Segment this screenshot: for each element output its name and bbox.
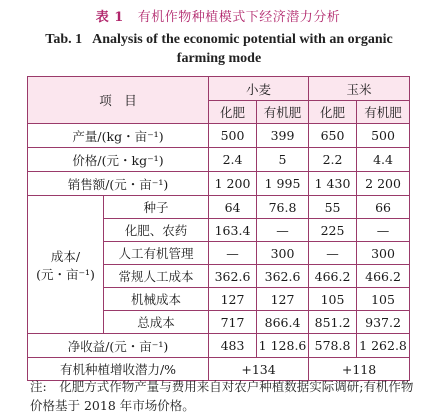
row-label: 机械成本 bbox=[104, 288, 209, 311]
header-sub: 有机肥 bbox=[357, 101, 410, 124]
cell: 2.2 bbox=[309, 148, 357, 172]
cell: 500 bbox=[209, 124, 257, 148]
header-corn: 玉米 bbox=[309, 77, 410, 101]
cell: — bbox=[357, 219, 410, 242]
cell: 163.4 bbox=[209, 219, 257, 242]
row-label: 常规人工成本 bbox=[104, 265, 209, 288]
cell: 1 262.8 bbox=[357, 334, 410, 358]
cell: 399 bbox=[257, 124, 309, 148]
cell: 937.2 bbox=[357, 311, 410, 334]
row-label: 有机种植增收潜力/% bbox=[28, 358, 209, 381]
cost-group-label bbox=[28, 196, 104, 334]
cell: 1 128.6 bbox=[257, 334, 309, 358]
caption-en-table-no: Tab. 1 bbox=[45, 32, 83, 47]
cost-label-line2: (元・亩⁻¹) bbox=[36, 266, 95, 282]
cell: 64 bbox=[209, 196, 257, 219]
cell: 851.2 bbox=[309, 311, 357, 334]
cell: 650 bbox=[309, 124, 357, 148]
cell: 225 bbox=[309, 219, 357, 242]
caption-en bbox=[24, 30, 414, 68]
cell: — bbox=[209, 242, 257, 265]
cell: 105 bbox=[357, 288, 410, 311]
cell: 1 995 bbox=[257, 172, 309, 196]
header-item: 项 目 bbox=[28, 77, 209, 124]
cell: 105 bbox=[309, 288, 357, 311]
cell: 1 200 bbox=[209, 172, 257, 196]
row-label: 人工有机管理 bbox=[104, 242, 209, 265]
row-label: 总成本 bbox=[104, 311, 209, 334]
cell: 717 bbox=[209, 311, 257, 334]
cell: 578.8 bbox=[309, 334, 357, 358]
header-wheat: 小麦 bbox=[209, 77, 309, 101]
cell: 300 bbox=[257, 242, 309, 265]
cell: 2 200 bbox=[357, 172, 410, 196]
cell: 466.2 bbox=[357, 265, 410, 288]
cell: 483 bbox=[209, 334, 257, 358]
header-sub: 有机肥 bbox=[257, 101, 309, 124]
header-sub: 化肥 bbox=[209, 101, 257, 124]
cell: 362.6 bbox=[257, 265, 309, 288]
table-row bbox=[28, 334, 410, 358]
row-label: 种子 bbox=[104, 196, 209, 219]
cell: +118 bbox=[309, 358, 410, 381]
cell: 127 bbox=[257, 288, 309, 311]
cell: 1 430 bbox=[309, 172, 357, 196]
cell: 127 bbox=[209, 288, 257, 311]
row-label: 销售额/(元・亩⁻¹) bbox=[28, 172, 209, 196]
table-row bbox=[28, 172, 410, 196]
row-label: 价格/(元・kg⁻¹) bbox=[28, 148, 209, 172]
cell: 4.4 bbox=[357, 148, 410, 172]
cell: 55 bbox=[309, 196, 357, 219]
caption-cn-text: 有机作物种植模式下经济潜力分析 bbox=[137, 10, 341, 25]
cell: 866.4 bbox=[257, 311, 309, 334]
row-label: 化肥、农药 bbox=[104, 219, 209, 242]
cell: 300 bbox=[357, 242, 410, 265]
table-row bbox=[28, 148, 410, 172]
table-note: 注: 化肥方式作物产量与费用来自对农户种植数据实际调研;有机作物价格基于 2018 年市场价格。 bbox=[30, 379, 414, 413]
cell: +134 bbox=[209, 358, 309, 381]
row-label: 产量/(kg・亩⁻¹) bbox=[28, 124, 209, 148]
caption-cn-table-no: 表 1 bbox=[95, 10, 124, 25]
cell: 66 bbox=[357, 196, 410, 219]
cell: 362.6 bbox=[209, 265, 257, 288]
table-row bbox=[28, 124, 410, 148]
caption-en-text: Analysis of the economic potential with an organic farming mode bbox=[92, 32, 393, 66]
cell: 500 bbox=[357, 124, 410, 148]
cell: 2.4 bbox=[209, 148, 257, 172]
table-row bbox=[28, 196, 410, 219]
cell: — bbox=[309, 242, 357, 265]
cell: 76.8 bbox=[257, 196, 309, 219]
cell: 5 bbox=[257, 148, 309, 172]
header-sub: 化肥 bbox=[309, 101, 357, 124]
cell: — bbox=[257, 219, 309, 242]
row-label: 净收益/(元・亩⁻¹) bbox=[28, 334, 209, 358]
caption-cn bbox=[0, 6, 436, 25]
economic-table bbox=[27, 76, 410, 381]
cost-label-line1: 成本/ bbox=[50, 248, 81, 264]
cell: 466.2 bbox=[309, 265, 357, 288]
